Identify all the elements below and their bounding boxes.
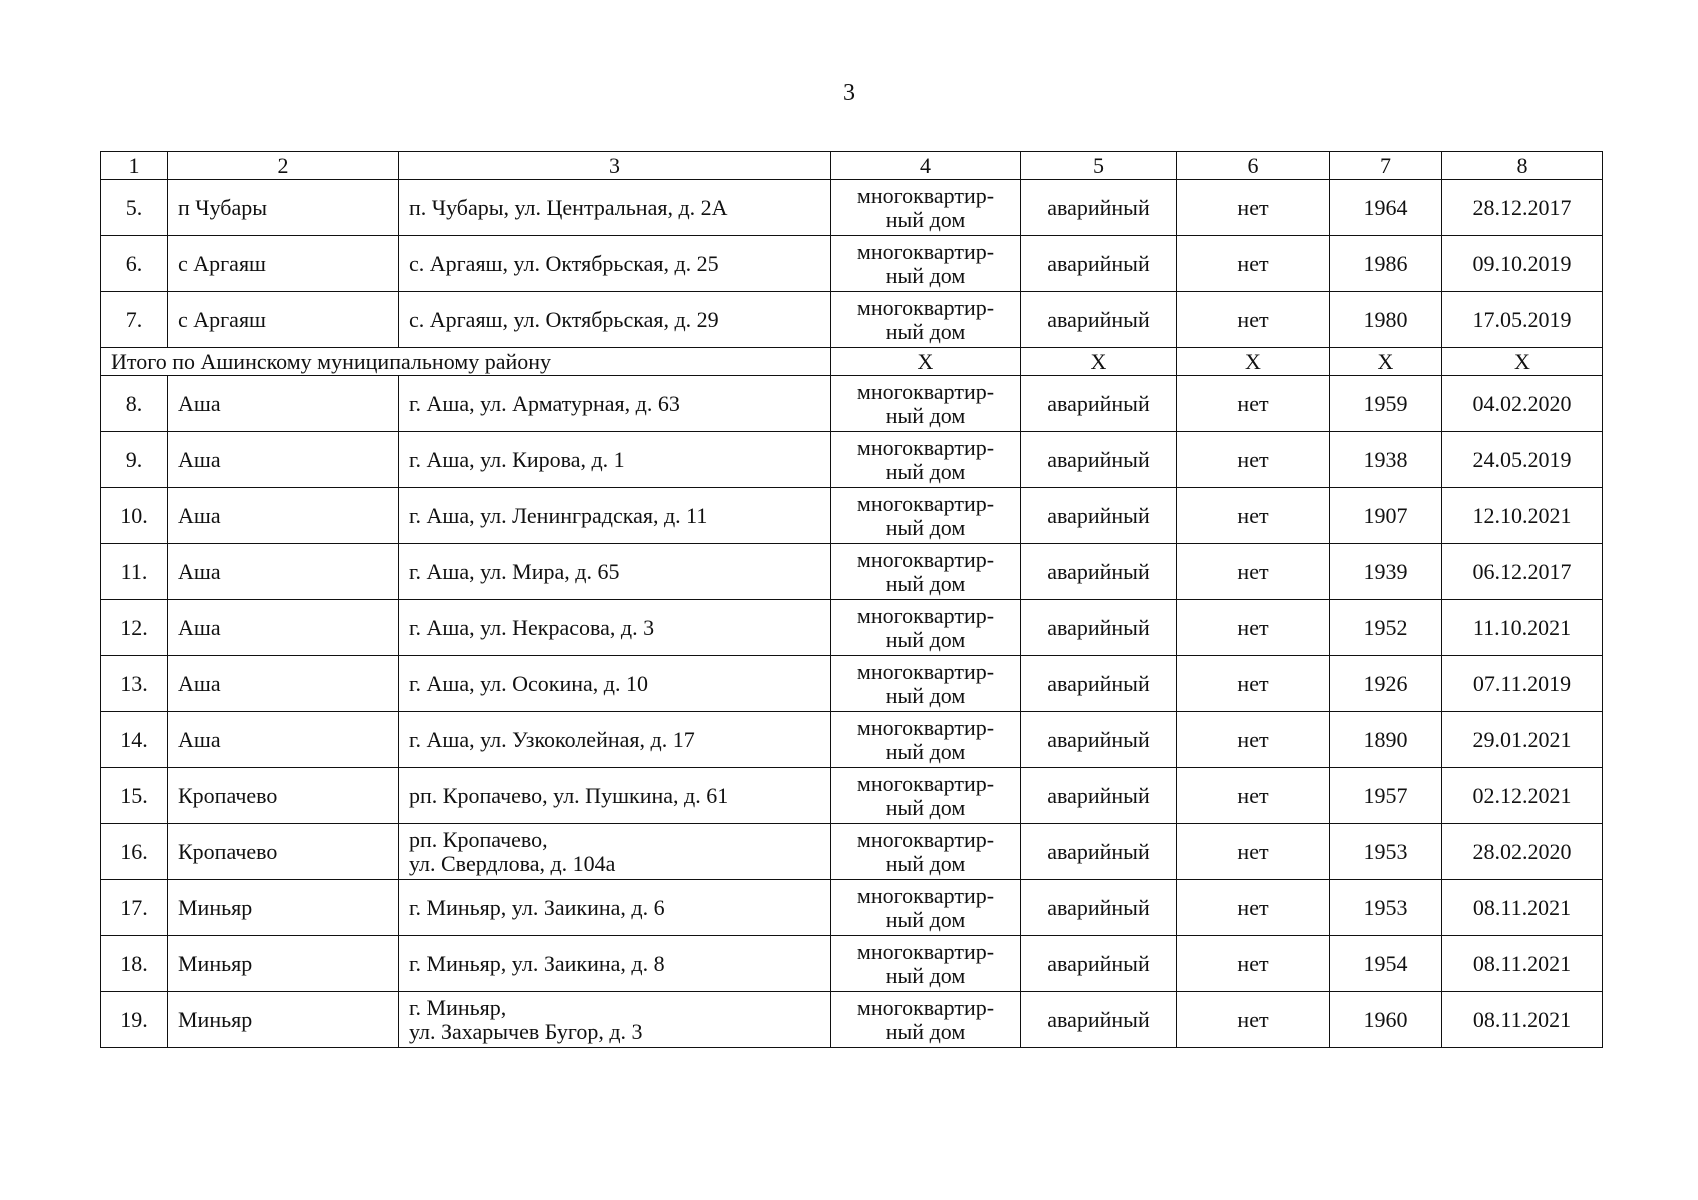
col6-cell: нет bbox=[1177, 824, 1330, 880]
building-type-cell bbox=[831, 880, 1021, 936]
total-mark: X bbox=[1330, 348, 1442, 376]
building-type-cell bbox=[831, 544, 1021, 600]
building-type-cell bbox=[831, 180, 1021, 236]
status-cell: аварийный bbox=[1021, 768, 1177, 824]
col6-cell: нет bbox=[1177, 236, 1330, 292]
cell-line: многоквартир- bbox=[856, 770, 995, 796]
year-cell: 1964 bbox=[1330, 180, 1442, 236]
status-cell: аварийный bbox=[1021, 880, 1177, 936]
table-row bbox=[101, 656, 1603, 712]
cell-line: с. Аргаяш, ул. Октябрьская, д. 29 bbox=[409, 306, 719, 332]
cell-line: ный дом bbox=[885, 626, 966, 652]
total-mark: X bbox=[1442, 348, 1603, 376]
row-number: 14. bbox=[101, 712, 168, 768]
col6-cell: нет bbox=[1177, 992, 1330, 1048]
cell-line: многоквартир- bbox=[856, 182, 995, 208]
cell-line: г. Аша, ул. Некрасова, д. 3 bbox=[409, 614, 655, 640]
address-cell bbox=[399, 180, 831, 236]
address-cell bbox=[399, 292, 831, 348]
col6-cell: нет bbox=[1177, 180, 1330, 236]
date-cell: 11.10.2021 bbox=[1442, 600, 1603, 656]
cell-line: ный дом bbox=[885, 262, 966, 288]
date-cell: 09.10.2019 bbox=[1442, 236, 1603, 292]
table-row bbox=[101, 376, 1603, 432]
date-cell: 24.05.2019 bbox=[1442, 432, 1603, 488]
cell-line: многоквартир- bbox=[856, 714, 995, 740]
total-mark: X bbox=[1177, 348, 1330, 376]
cell-line: ный дом bbox=[885, 850, 966, 876]
cell-line: рп. Кропачево, ул. Пушкина, д. 61 bbox=[409, 782, 729, 808]
col6-cell: нет bbox=[1177, 292, 1330, 348]
year-cell: 1986 bbox=[1330, 236, 1442, 292]
column-header: 2 bbox=[168, 152, 399, 180]
year-cell: 1953 bbox=[1330, 880, 1442, 936]
address-cell bbox=[399, 236, 831, 292]
table-row bbox=[101, 712, 1603, 768]
cell-line: рп. Кропачево, bbox=[409, 826, 548, 852]
housing-registry-table bbox=[100, 151, 1603, 1048]
date-cell: 28.02.2020 bbox=[1442, 824, 1603, 880]
date-cell: 07.11.2019 bbox=[1442, 656, 1603, 712]
cell-line: ный дом bbox=[885, 738, 966, 764]
status-cell: аварийный bbox=[1021, 488, 1177, 544]
col6-cell: нет bbox=[1177, 488, 1330, 544]
column-header: 7 bbox=[1330, 152, 1442, 180]
address-cell bbox=[399, 432, 831, 488]
date-cell: 29.01.2021 bbox=[1442, 712, 1603, 768]
row-number: 9. bbox=[101, 432, 168, 488]
locality-cell: Аша bbox=[168, 600, 399, 656]
row-number: 15. bbox=[101, 768, 168, 824]
row-number: 19. bbox=[101, 992, 168, 1048]
year-cell: 1957 bbox=[1330, 768, 1442, 824]
table-row bbox=[101, 292, 1603, 348]
building-type-cell bbox=[831, 432, 1021, 488]
status-cell: аварийный bbox=[1021, 292, 1177, 348]
cell-line: многоквартир- bbox=[856, 882, 995, 908]
date-cell: 06.12.2017 bbox=[1442, 544, 1603, 600]
cell-line: г. Аша, ул. Узкоколейная, д. 17 bbox=[409, 726, 695, 752]
col6-cell: нет bbox=[1177, 600, 1330, 656]
column-header: 8 bbox=[1442, 152, 1603, 180]
table-row bbox=[101, 880, 1603, 936]
cell-line: ный дом bbox=[885, 318, 966, 344]
table-row bbox=[101, 432, 1603, 488]
status-cell: аварийный bbox=[1021, 544, 1177, 600]
cell-line: ул. Свердлова, д. 104а bbox=[409, 850, 616, 876]
cell-line: ул. Захарычев Бугор, д. 3 bbox=[409, 1018, 643, 1044]
cell-line: г. Миньяр, ул. Заикина, д. 6 bbox=[409, 894, 665, 920]
col6-cell: нет bbox=[1177, 656, 1330, 712]
locality-cell: Миньяр bbox=[168, 992, 399, 1048]
cell-line: многоквартир- bbox=[856, 826, 995, 852]
row-number: 6. bbox=[101, 236, 168, 292]
locality-cell: Аша bbox=[168, 488, 399, 544]
address-cell bbox=[399, 936, 831, 992]
cell-line: г. Миньяр, ул. Заикина, д. 8 bbox=[409, 950, 665, 976]
total-label: Итого по Ашинскому муниципальному району bbox=[101, 348, 831, 376]
col6-cell: нет bbox=[1177, 432, 1330, 488]
year-cell: 1938 bbox=[1330, 432, 1442, 488]
cell-line: многоквартир- bbox=[856, 938, 995, 964]
table-row bbox=[101, 544, 1603, 600]
building-type-cell bbox=[831, 712, 1021, 768]
row-number: 5. bbox=[101, 180, 168, 236]
date-cell: 04.02.2020 bbox=[1442, 376, 1603, 432]
cell-line: ный дом bbox=[885, 514, 966, 540]
address-cell bbox=[399, 712, 831, 768]
address-cell bbox=[399, 824, 831, 880]
cell-line: г. Миньяр, bbox=[409, 994, 507, 1020]
address-cell bbox=[399, 488, 831, 544]
cell-line: ный дом bbox=[885, 206, 966, 232]
year-cell: 1953 bbox=[1330, 824, 1442, 880]
cell-line: ный дом bbox=[885, 402, 966, 428]
year-cell: 1952 bbox=[1330, 600, 1442, 656]
cell-line: г. Аша, ул. Мира, д. 65 bbox=[409, 558, 620, 584]
address-cell bbox=[399, 544, 831, 600]
table-row bbox=[101, 992, 1603, 1048]
date-cell: 28.12.2017 bbox=[1442, 180, 1603, 236]
locality-cell: Кропачево bbox=[168, 824, 399, 880]
row-number: 13. bbox=[101, 656, 168, 712]
column-header: 6 bbox=[1177, 152, 1330, 180]
status-cell: аварийный bbox=[1021, 600, 1177, 656]
building-type-cell bbox=[831, 236, 1021, 292]
address-cell bbox=[399, 992, 831, 1048]
building-type-cell bbox=[831, 376, 1021, 432]
cell-line: многоквартир- bbox=[856, 546, 995, 572]
locality-cell: Аша bbox=[168, 656, 399, 712]
cell-line: многоквартир- bbox=[856, 490, 995, 516]
address-cell bbox=[399, 768, 831, 824]
status-cell: аварийный bbox=[1021, 180, 1177, 236]
year-cell: 1960 bbox=[1330, 992, 1442, 1048]
date-cell: 17.05.2019 bbox=[1442, 292, 1603, 348]
cell-line: ный дом bbox=[885, 906, 966, 932]
date-cell: 08.11.2021 bbox=[1442, 992, 1603, 1048]
status-cell: аварийный bbox=[1021, 936, 1177, 992]
address-cell bbox=[399, 656, 831, 712]
cell-line: ный дом bbox=[885, 794, 966, 820]
cell-line: многоквартир- bbox=[856, 434, 995, 460]
row-number: 8. bbox=[101, 376, 168, 432]
date-cell: 08.11.2021 bbox=[1442, 936, 1603, 992]
locality-cell: Аша bbox=[168, 376, 399, 432]
cell-line: многоквартир- bbox=[856, 294, 995, 320]
column-number-header-row bbox=[101, 152, 1603, 180]
building-type-cell bbox=[831, 768, 1021, 824]
cell-line: ный дом bbox=[885, 682, 966, 708]
cell-line: ный дом bbox=[885, 458, 966, 484]
date-cell: 02.12.2021 bbox=[1442, 768, 1603, 824]
cell-line: ный дом bbox=[885, 1018, 966, 1044]
status-cell: аварийный bbox=[1021, 712, 1177, 768]
row-number: 17. bbox=[101, 880, 168, 936]
date-cell: 08.11.2021 bbox=[1442, 880, 1603, 936]
table-row bbox=[101, 768, 1603, 824]
cell-line: с. Аргаяш, ул. Октябрьская, д. 25 bbox=[409, 250, 719, 276]
address-cell bbox=[399, 600, 831, 656]
building-type-cell bbox=[831, 992, 1021, 1048]
date-cell: 12.10.2021 bbox=[1442, 488, 1603, 544]
locality-cell: п Чубары bbox=[168, 180, 399, 236]
cell-line: г. Аша, ул. Ленинградская, д. 11 bbox=[409, 502, 708, 528]
year-cell: 1939 bbox=[1330, 544, 1442, 600]
cell-line: г. Аша, ул. Кирова, д. 1 bbox=[409, 446, 625, 472]
year-cell: 1926 bbox=[1330, 656, 1442, 712]
cell-line: многоквартир- bbox=[856, 658, 995, 684]
table-row bbox=[101, 236, 1603, 292]
row-number: 7. bbox=[101, 292, 168, 348]
status-cell: аварийный bbox=[1021, 376, 1177, 432]
column-header: 4 bbox=[831, 152, 1021, 180]
locality-cell: Аша bbox=[168, 544, 399, 600]
locality-cell: Кропачево bbox=[168, 768, 399, 824]
row-number: 11. bbox=[101, 544, 168, 600]
col6-cell: нет bbox=[1177, 936, 1330, 992]
cell-line: ный дом bbox=[885, 570, 966, 596]
building-type-cell bbox=[831, 292, 1021, 348]
locality-cell: Аша bbox=[168, 712, 399, 768]
status-cell: аварийный bbox=[1021, 992, 1177, 1048]
column-header: 1 bbox=[101, 152, 168, 180]
year-cell: 1959 bbox=[1330, 376, 1442, 432]
table-row bbox=[101, 600, 1603, 656]
row-number: 16. bbox=[101, 824, 168, 880]
column-header: 5 bbox=[1021, 152, 1177, 180]
year-cell: 1907 bbox=[1330, 488, 1442, 544]
status-cell: аварийный bbox=[1021, 432, 1177, 488]
status-cell: аварийный bbox=[1021, 824, 1177, 880]
cell-line: многоквартир- bbox=[856, 238, 995, 264]
column-header: 3 bbox=[399, 152, 831, 180]
locality-cell: с Аргаяш bbox=[168, 292, 399, 348]
row-number: 12. bbox=[101, 600, 168, 656]
building-type-cell bbox=[831, 488, 1021, 544]
table-row bbox=[101, 936, 1603, 992]
building-type-cell bbox=[831, 936, 1021, 992]
col6-cell: нет bbox=[1177, 376, 1330, 432]
col6-cell: нет bbox=[1177, 768, 1330, 824]
status-cell: аварийный bbox=[1021, 236, 1177, 292]
year-cell: 1890 bbox=[1330, 712, 1442, 768]
cell-line: многоквартир- bbox=[856, 994, 995, 1020]
locality-cell: Аша bbox=[168, 432, 399, 488]
col6-cell: нет bbox=[1177, 880, 1330, 936]
table-body bbox=[101, 152, 1603, 1048]
col6-cell: нет bbox=[1177, 544, 1330, 600]
locality-cell: Миньяр bbox=[168, 880, 399, 936]
locality-cell: Миньяр bbox=[168, 936, 399, 992]
col6-cell: нет bbox=[1177, 712, 1330, 768]
building-type-cell bbox=[831, 600, 1021, 656]
total-mark: X bbox=[1021, 348, 1177, 376]
building-type-cell bbox=[831, 824, 1021, 880]
status-cell: аварийный bbox=[1021, 656, 1177, 712]
table-row bbox=[101, 824, 1603, 880]
row-number: 18. bbox=[101, 936, 168, 992]
locality-cell: с Аргаяш bbox=[168, 236, 399, 292]
table-row bbox=[101, 180, 1603, 236]
page-number: 3 bbox=[843, 80, 855, 106]
cell-line: ный дом bbox=[885, 962, 966, 988]
building-type-cell bbox=[831, 656, 1021, 712]
address-cell bbox=[399, 880, 831, 936]
cell-line: п. Чубары, ул. Центральная, д. 2А bbox=[409, 194, 728, 220]
address-cell bbox=[399, 376, 831, 432]
cell-line: многоквартир- bbox=[856, 602, 995, 628]
cell-line: г. Аша, ул. Осокина, д. 10 bbox=[409, 670, 648, 696]
row-number: 10. bbox=[101, 488, 168, 544]
cell-line: г. Аша, ул. Арматурная, д. 63 bbox=[409, 390, 680, 416]
cell-line: многоквартир- bbox=[856, 378, 995, 404]
table-row bbox=[101, 488, 1603, 544]
year-cell: 1954 bbox=[1330, 936, 1442, 992]
year-cell: 1980 bbox=[1330, 292, 1442, 348]
total-row bbox=[101, 348, 1603, 376]
total-mark: X bbox=[831, 348, 1021, 376]
